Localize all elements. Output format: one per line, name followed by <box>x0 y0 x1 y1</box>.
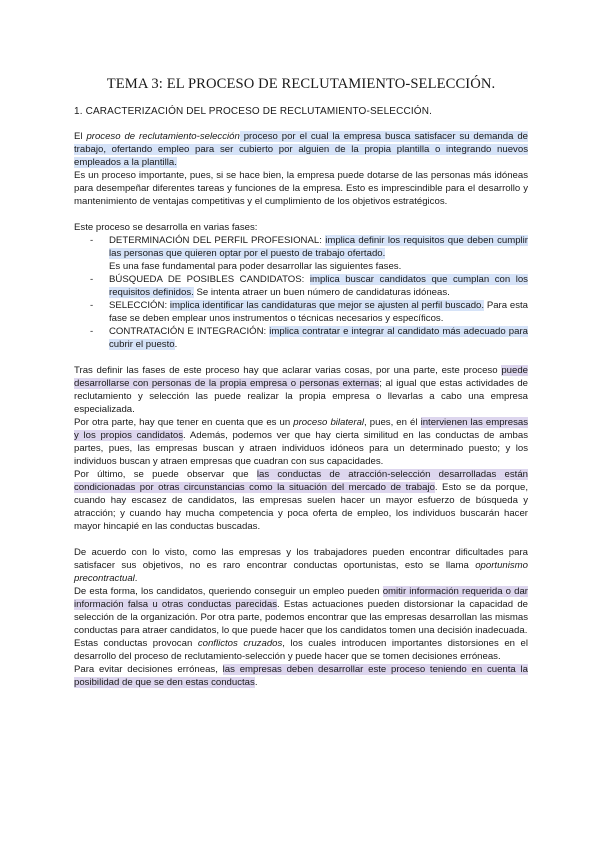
phase-desc: implica identificar las candidaturas que mejor se ajusten al perfil buscado. <box>169 300 485 311</box>
paragraph-opportunism <box>74 546 528 585</box>
highlight-bilateral: intervienen las empresas y los propios candidatos <box>74 417 528 441</box>
list-dash: - <box>90 235 94 246</box>
highlight-definition: proceso por el cual la empresa busca satisfacer su demanda de trabajo, ofertando empleo para ser cubierto por alguien de la propia plantilla o integrando nuevos empleados a la plantilla. <box>74 131 529 168</box>
term-cross-conflicts: conflictos cruzados <box>197 638 283 649</box>
text-span: Por último, se puede observar que <box>74 469 257 480</box>
paragraph-conditions <box>74 468 528 533</box>
phase-name: BÚSQUEDA DE POSIBLES CANDIDATOS: <box>109 274 305 285</box>
phase-desc: implica buscar candidatos que cumplan con los requisitos definidos. <box>109 274 528 298</box>
phase-extra: Es una fase fundamental para poder desarrollar las siguientes fases. <box>109 261 402 272</box>
list-item <box>90 273 528 299</box>
text-span: De esta forma, los candidatos, queriendo conseguir un empleo pueden <box>74 586 383 597</box>
paragraph-candidates <box>74 585 528 637</box>
phase-desc: implica definir los requisitos que deben cumplir las personas que quieren optar por el puesto de trabajo ofertado. <box>109 235 529 259</box>
highlight-consider-conducts: las empresas deben desarrollar este proceso teniendo en cuenta la posibilidad de que se den estas conductas <box>74 664 528 688</box>
paragraph-avoid-errors <box>74 663 528 689</box>
term-bilateral: proceso bilateral <box>293 417 365 428</box>
text-span: Por otra parte, hay que tener en cuenta que es un <box>74 417 294 428</box>
highlight-omit-info: omitir información requerida o dar información falsa u otras conductas parecidas <box>74 586 528 610</box>
text-span: ; al igual que estas actividades de reclutamiento y selección las puede realizar la propia empresa o llevarlas a cabo una empresa especializada. <box>74 378 529 415</box>
phase-extra: Se intenta atraer un buen número de candidaturas idóneas. <box>196 287 450 298</box>
list-dash: - <box>90 326 94 337</box>
intro-paragraph <box>74 130 528 169</box>
text-span: . <box>134 573 138 584</box>
list-item <box>90 234 528 273</box>
phase-name: CONTRATACIÓN E INTEGRACIÓN: <box>109 326 267 337</box>
text-span: El <box>74 131 87 142</box>
highlight-conditions: las conductas de atracción-selección desarrolladas están condicionadas por otras circunstancias como la situación del mercado de trabajo <box>74 469 528 493</box>
paragraph-bilateral <box>74 416 528 468</box>
text-span: Para evitar decisiones erróneas, <box>74 664 223 675</box>
text-span: . Además, podemos ver que hay cierta similitud en las conductas de ambas partes, pues, las empresas buscan y atraen individuos idóneos para un determinado puesto; y los individuos buscan y atraen empresas que cuadran con sus capacidades. <box>74 430 528 467</box>
importance-paragraph: Es un proceso importante, pues, si se hace bien, la empresa puede dotarse de las personas más idóneas para desempeñar diferentes tareas y funciones de la empresa. Esto es imprescindible para el desarrollo y mantenimiento de ventajas competitivas y el cumplimiento de los objetivos estratégicos. <box>74 170 528 207</box>
text-span: , los cuales introducen importantes distorsiones en el desarrollo del proceso de reclutamiento-selección y puede hacer que se tomen decisiones erróneas. <box>74 638 528 662</box>
text-span: De acuerdo con lo visto, como las empresas y los trabajadores pueden encontrar dificultades para satisfacer sus objetivos, no es raro encontrar conductas oportunistas, esto se llama <box>74 547 528 571</box>
text-span: Estas conductas provocan <box>74 638 198 649</box>
phases-intro: Este proceso se desarrolla en varias fases: <box>74 222 258 233</box>
phase-extra: Para esta fase se deben emplear unos instrumentos o técnicas necesarios y específicos. <box>109 300 528 324</box>
term-recruitment-selection: proceso de reclutamiento-selección <box>86 131 240 142</box>
section-heading: 1. CARACTERIZACIÓN DEL PROCESO DE RECLUTAMIENTO-SELECCIÓN. <box>74 106 433 117</box>
text-span: . <box>254 677 258 688</box>
phases-list <box>74 234 528 351</box>
phase-desc: implica contratar e integrar al candidato más adecuado para cubrir el puesto <box>109 326 528 350</box>
text-span: Tras definir las fases de este proceso hay que aclarar varias cosas, por una parte, este proceso <box>74 365 502 376</box>
text-span: , pues, en él <box>364 417 421 428</box>
list-item <box>90 325 528 351</box>
text-span: . Esto se da porque, cuando hay escasez de candidatos, las empresas suelen hacer un mayor esfuerzo de búsqueda y atracción; y cuando hay mucha competencia y poca oferta de empleo, los individuos buscarán hacer mayor hincapié en las conductas buscadas. <box>74 482 528 532</box>
list-dash: - <box>90 274 94 285</box>
phase-extra: . <box>174 339 178 350</box>
list-item <box>90 299 528 325</box>
highlight-internal-external: puede desarrollarse con personas de la propia empresa o personas externas <box>74 365 528 389</box>
paragraph-internal-external <box>74 364 528 416</box>
paragraph-cross-conflicts <box>74 637 528 663</box>
phase-name: SELECCIÓN: <box>109 300 168 311</box>
phase-name: DETERMINACIÓN DEL PERFIL PROFESIONAL: <box>109 235 322 246</box>
document-title: TEMA 3: EL PROCESO DE RECLUTAMIENTO-SELECCIÓN. <box>106 76 496 92</box>
text-span: . Estas actuaciones pueden distorsionar la capacidad de selección de la organización. Por otra parte, podemos encontrar que las empresas desarrollan las mismas conductas para atraer candidatos, lo que puede hacer que los candidatos tomen una decisión inadecuada. <box>74 599 529 636</box>
list-dash: - <box>90 300 94 311</box>
term-opportunism: oportunismo precontractual <box>74 560 528 584</box>
